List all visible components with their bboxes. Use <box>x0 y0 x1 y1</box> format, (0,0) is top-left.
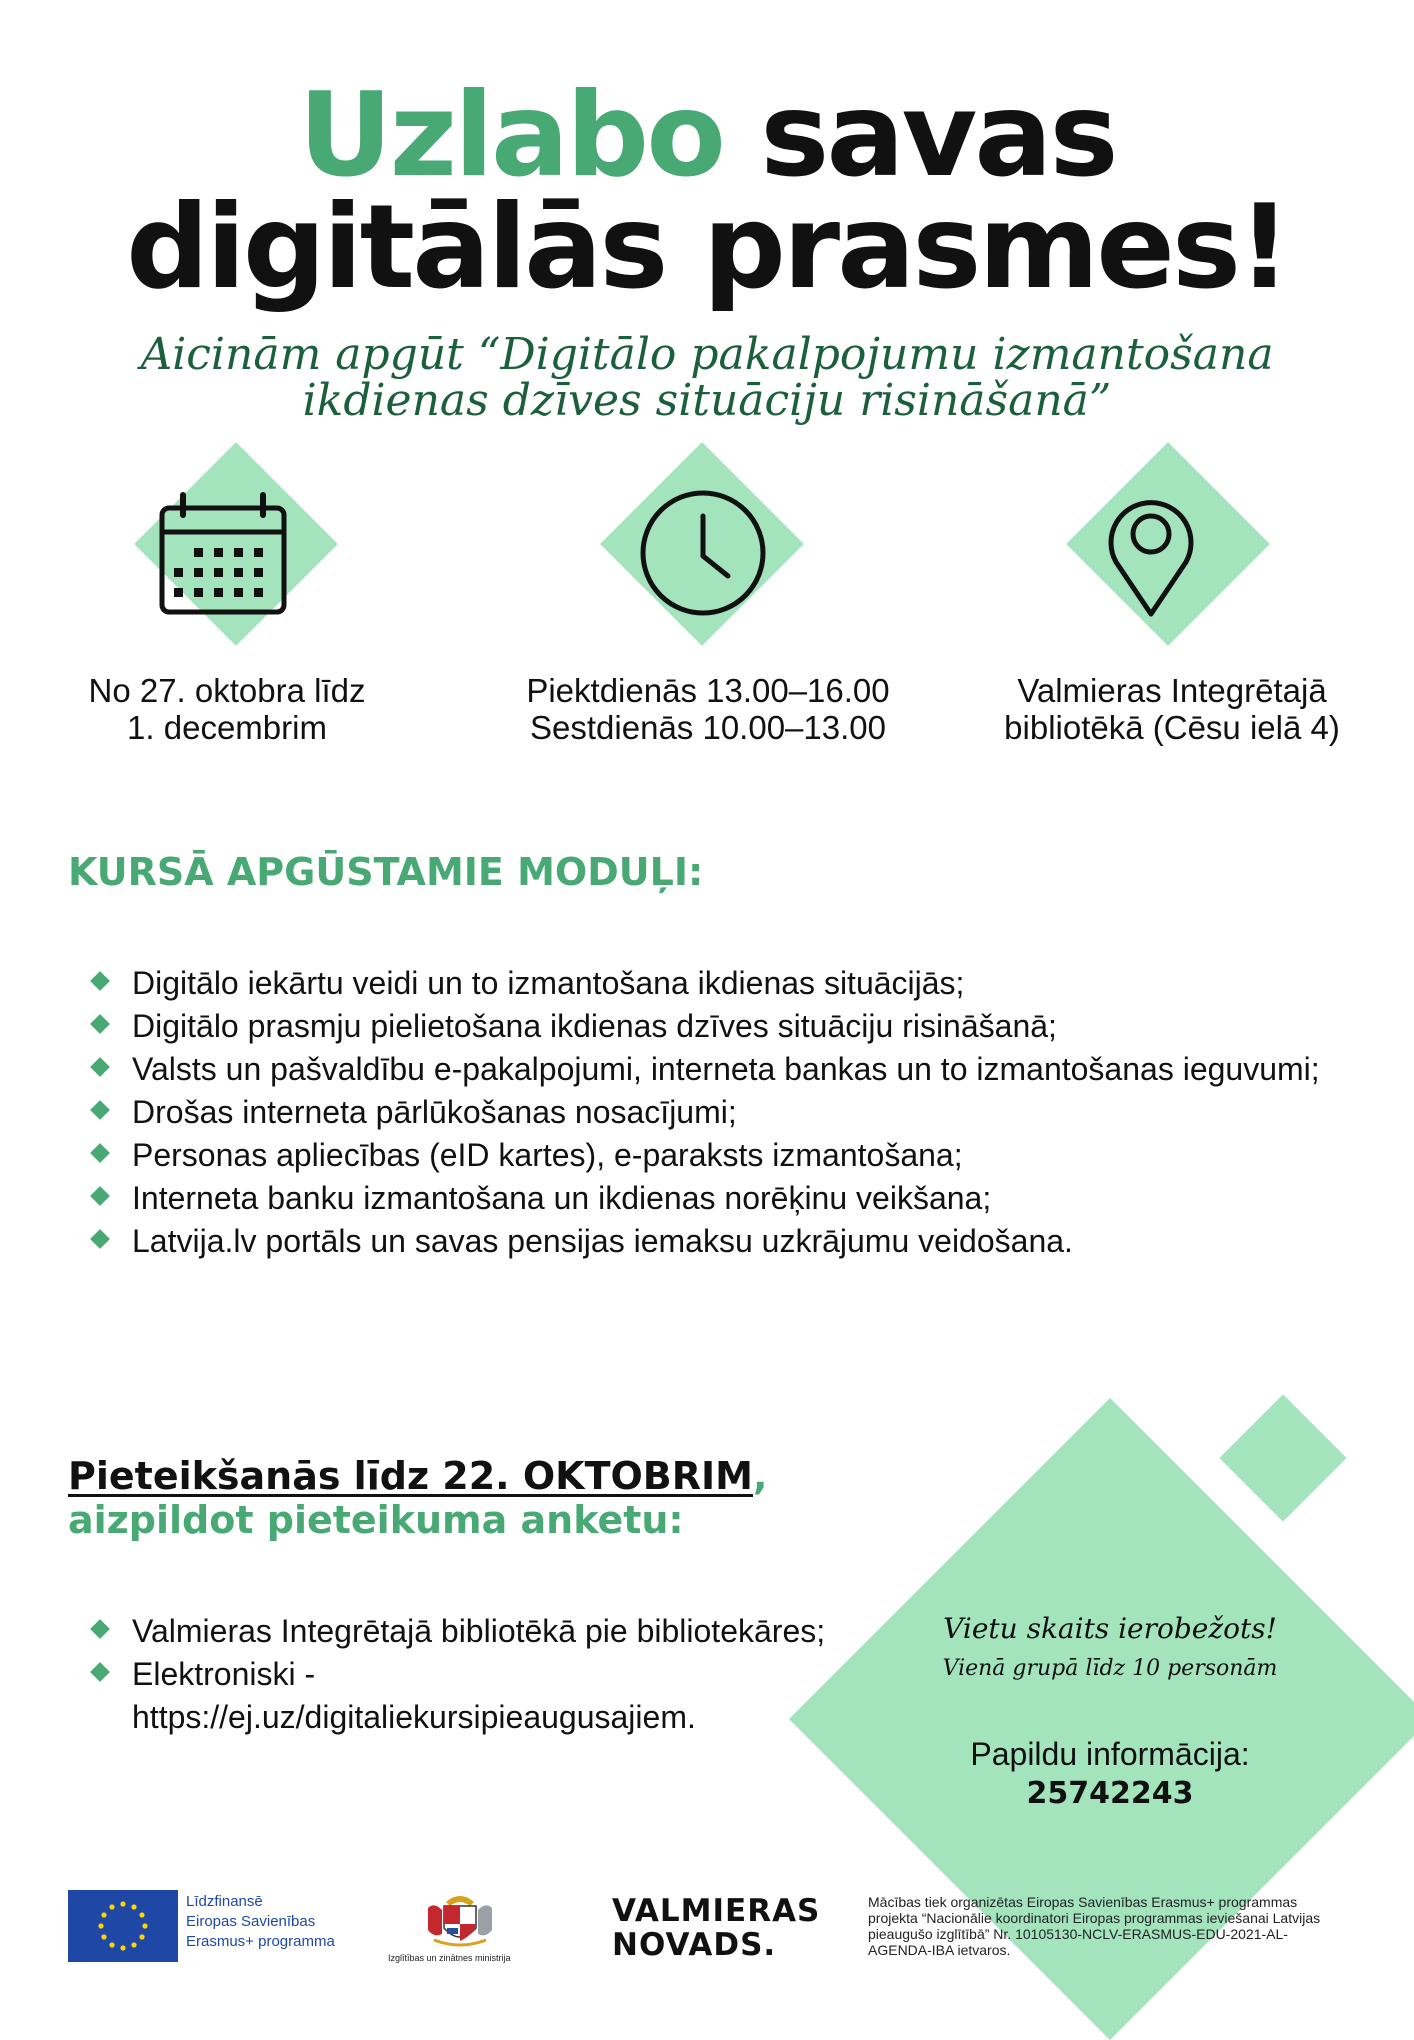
eu-cofunded-text: Līdzfinansē Eiropas Savienības Erasmus+ programma <box>186 1893 335 1950</box>
title-line-2: digitālās prasmes! <box>126 180 1288 315</box>
diamond-bullet-icon <box>90 1186 110 1206</box>
info-dates-line-2: 1. decembrim <box>127 709 327 746</box>
modules-list <box>68 962 1368 1263</box>
title-word: savas <box>760 68 1116 203</box>
eu-flag-icon <box>68 1890 178 1962</box>
diamond-bullet-icon <box>90 971 110 991</box>
info-location-line-1: Valmieras Integrētajā <box>1017 672 1327 709</box>
diamond-bullet-icon <box>90 1143 110 1163</box>
list-item: Interneta banku izmantošana un ikdienas norēķinu veikšana; <box>68 1177 1368 1220</box>
info-location <box>962 672 1382 746</box>
info-location-line-2: bibliotēkā (Cēsu ielā 4) <box>1004 709 1340 746</box>
list-item: Valmieras Integrētajā bibliotēkā pie bibliotekāres; <box>68 1610 828 1653</box>
list-item: Digitālo prasmju pielietošana ikdienas dzīves situāciju risināšanā; <box>68 1005 1368 1048</box>
list-item: Latvija.lv portāls un savas pensijas iemaksu uzkrājumu veidošana. <box>68 1220 1368 1263</box>
info-dates-line-1: No 27. oktobra līdz <box>88 672 366 709</box>
registration-comma: , <box>752 1454 768 1498</box>
list-item <box>68 1653 828 1739</box>
ministry-name: Izglītības un zinātnes ministrija <box>388 1953 511 1963</box>
title-line-1 <box>0 68 1414 203</box>
phone-number: 25742243 <box>1026 1776 1194 1811</box>
limited-places: Vietu skaits ierobežots! <box>943 1612 1277 1645</box>
registration-deadline: Pieteikšanās līdz 22. OKTOBRIM <box>68 1454 753 1498</box>
info-times-line-1: Piektdienās 13.00–16.00 <box>526 672 890 709</box>
diamond-bullet-icon <box>90 1014 110 1034</box>
registration-link[interactable]: Elektroniski - https://ej.uz/digitaliekursipieaugusajiem. <box>132 1656 696 1735</box>
list-item: Personas apliecības (eID kartes), e-paraksts izmantošana; <box>68 1134 1368 1177</box>
diamond-bullet-icon <box>90 1229 110 1249</box>
diamond-bullet-icon <box>90 1619 110 1639</box>
registration-list <box>68 1610 828 1739</box>
subtitle <box>0 329 1414 426</box>
diamond-bullet-icon <box>90 1057 110 1077</box>
registration-subheading: aizpildot pieteikuma anketu: <box>68 1498 684 1542</box>
latvia-coat-of-arms-icon <box>420 1888 500 1950</box>
diamond-bullet-icon <box>90 1100 110 1120</box>
group-size: Vienā grupā līdz 10 personām <box>942 1656 1278 1681</box>
list-item: Valsts un pašvaldību e-pakalpojumi, interneta bankas un to izmantošanas ieguvumi; <box>68 1048 1368 1091</box>
valmiera-novads-logo: VALMIERAS NOVADS. <box>612 1893 821 1963</box>
small-decor-diamond <box>1219 1394 1346 1521</box>
location-pin-icon <box>1106 494 1196 620</box>
list-item: Digitālo iekārtu veidi un to izmantošana ikdienas situācijās; <box>68 962 1368 1005</box>
more-info-label: Papildu informācija: <box>970 1736 1250 1772</box>
clock-icon <box>638 488 768 618</box>
subtitle-line-2: ikdienas dzīves situāciju risināšanā” <box>302 375 1112 426</box>
diamond-bullet-icon <box>90 1662 110 1682</box>
registration-heading <box>68 1452 767 1500</box>
project-note: Mācības tiek organizētas Eiropas Savienības Erasmus+ programmas projekta “Nacionālie koordinatori Eiropas programmas ieviešanai Latvijas pieaugušo izglītībā” Nr. 10105130-NCLV-ERASMUS-EDU-2021-AL-AGENDA-IBA ietvaros. <box>868 1894 1321 1958</box>
list-item: Drošas interneta pārlūkošanas nosacījumi; <box>68 1091 1368 1134</box>
info-times-line-2: Sestdienās 10.00–13.00 <box>530 709 886 746</box>
calendar-icon <box>158 488 288 618</box>
subtitle-line-1: Aicinām apgūt “Digitālo pakalpojumu izmantošana <box>140 329 1274 380</box>
modules-heading: KURSĀ APGŪSTAMIE MODUĻI: <box>68 850 704 894</box>
info-dates <box>42 672 412 746</box>
title-highlight: Uzlabo <box>298 68 723 203</box>
info-times <box>498 672 918 746</box>
